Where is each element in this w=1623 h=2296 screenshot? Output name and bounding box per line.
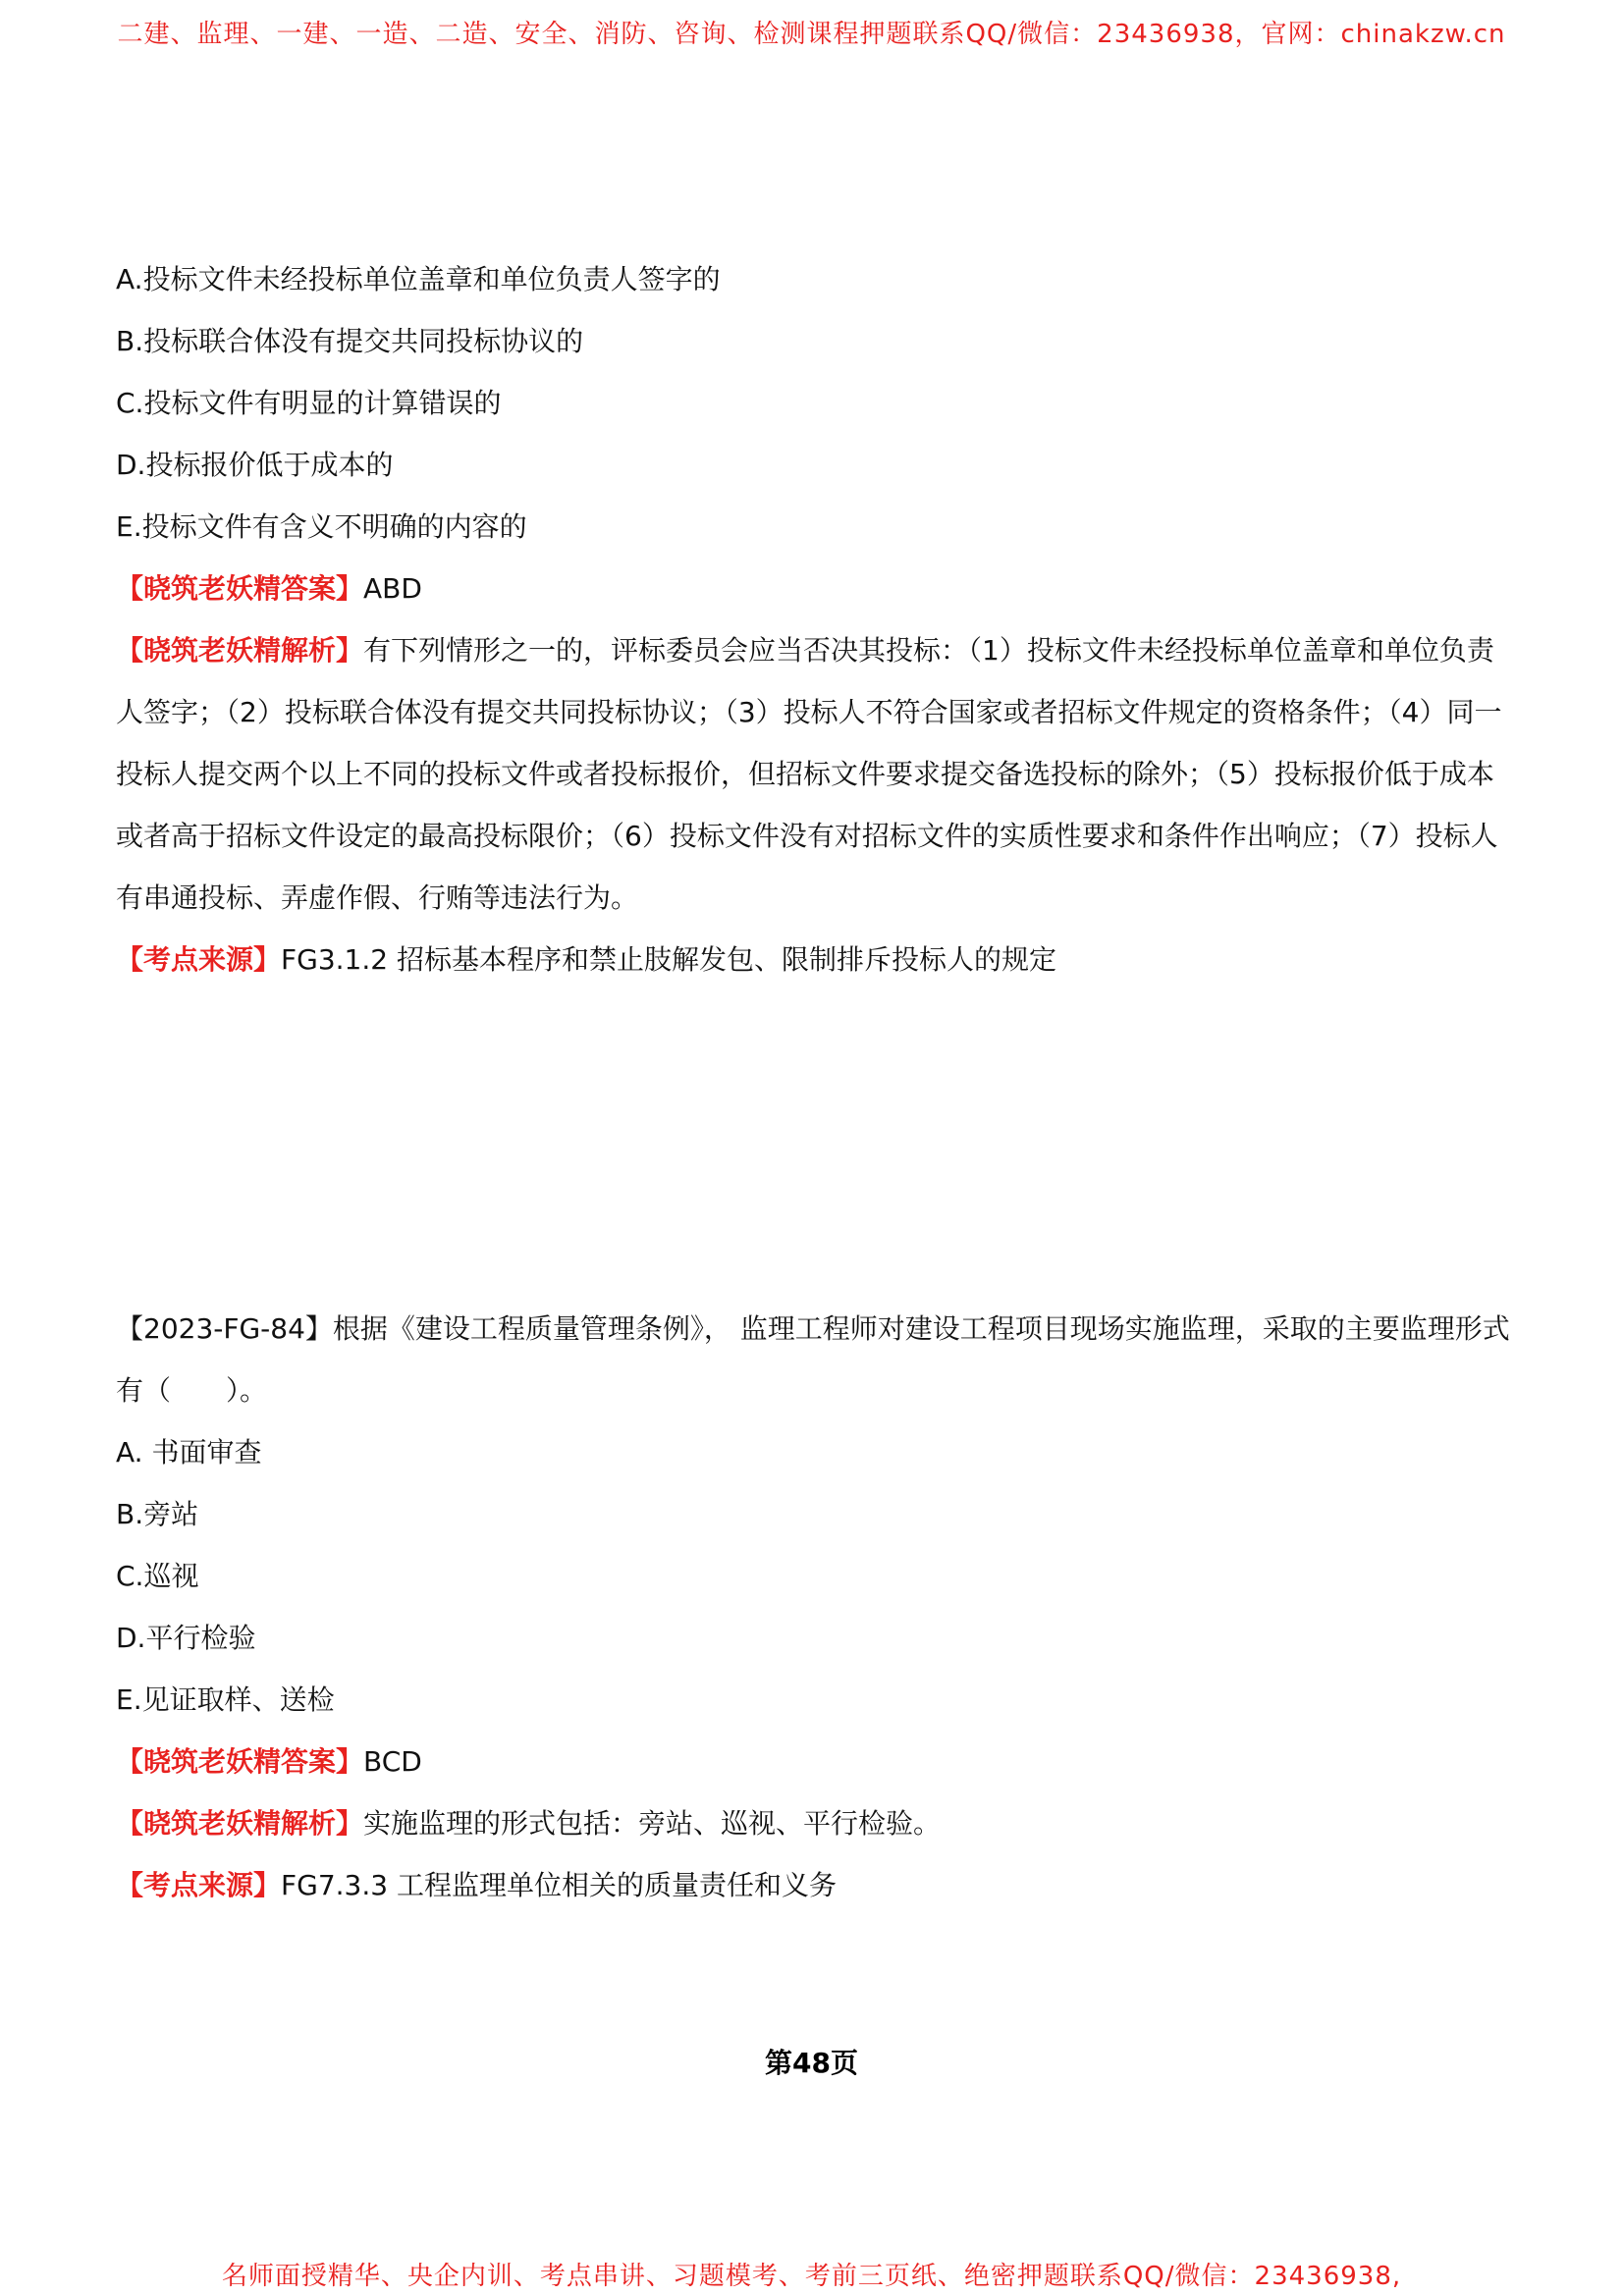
source-label: 【考点来源】 bbox=[116, 943, 282, 976]
answer-line bbox=[116, 1731, 1510, 1792]
question-stem: 【2023-FG-84】根据《建设工程质量管理条例》， 监理工程师对建设工程项目现场实施监理，采取的主要监理形式有（ ）。 bbox=[116, 1312, 1510, 1407]
option-c: C.投标文件有明显的计算错误的 bbox=[116, 387, 502, 419]
option-a: A.投标文件未经投标单位盖章和单位负责人签字的 bbox=[116, 263, 721, 295]
analysis-text: 实施监理的形式包括：旁站、巡视、平行检验。 bbox=[363, 1807, 942, 1840]
question-1-block bbox=[116, 248, 1510, 990]
option-e: E.见证取样、送检 bbox=[116, 1683, 335, 1716]
source-text: FG7.3.3 工程监理单位相关的质量责任和义务 bbox=[281, 1869, 837, 1901]
question-2-block bbox=[116, 1298, 1510, 1916]
option-e: E.投标文件有含义不明确的内容的 bbox=[116, 510, 527, 543]
analysis-label: 【晓筑老妖精解析】 bbox=[116, 1807, 364, 1840]
analysis-label: 【晓筑老妖精解析】 bbox=[116, 634, 364, 667]
option-c: C.巡视 bbox=[116, 1560, 199, 1592]
answer-label: 【晓筑老妖精答案】 bbox=[116, 572, 364, 605]
source-text: FG3.1.2 招标基本程序和禁止肢解发包、限制排斥投标人的规定 bbox=[281, 943, 1056, 976]
header-banner: 二建、监理、一建、一造、二造、安全、消防、咨询、检测课程押题联系QQ/微信：23436938，官网：chinakzw.cn bbox=[117, 20, 1506, 49]
answer-line bbox=[116, 558, 1510, 619]
source-line bbox=[116, 1854, 1510, 1916]
source-line bbox=[116, 929, 1510, 990]
answer-label: 【晓筑老妖精答案】 bbox=[116, 1745, 364, 1778]
footer-banner: 名师面授精华、央企内训、考点串讲、习题模考、考前三页纸、绝密押题联系QQ/微信：23436938, bbox=[221, 2262, 1402, 2291]
page-number: 第48页 bbox=[765, 2047, 858, 2079]
analysis-paragraph bbox=[116, 619, 1510, 929]
option-b: B.旁站 bbox=[116, 1498, 199, 1530]
option-b: B.投标联合体没有提交共同投标协议的 bbox=[116, 325, 584, 357]
answer-value: ABD bbox=[363, 572, 422, 605]
analysis-text: 有下列情形之一的，评标委员会应当否决其投标：（1）投标文件未经投标单位盖章和单位负责人签字；（2）投标联合体没有提交共同投标协议；（3）投标人不符合国家或者招标文件规定的资格条件；（4）同一投标人提交两个以上不同的投标文件或者投标报价，但招标文件要求提交备选投标的除外；（5）投标报价低于成本或者高于招标文件设定的最高投标限价；（6）投标文件没有对招标文件的实质性要求和条件作出响应；（7）投标人有串通投标、弄虚作假、行贿等违法行为。 bbox=[116, 634, 1502, 914]
option-d: D.平行检验 bbox=[116, 1622, 256, 1654]
answer-value: BCD bbox=[363, 1745, 422, 1778]
option-a: A. 书面审查 bbox=[116, 1436, 262, 1468]
option-d: D.投标报价低于成本的 bbox=[116, 449, 394, 481]
analysis-line bbox=[116, 1792, 1510, 1854]
source-label: 【考点来源】 bbox=[116, 1869, 282, 1901]
